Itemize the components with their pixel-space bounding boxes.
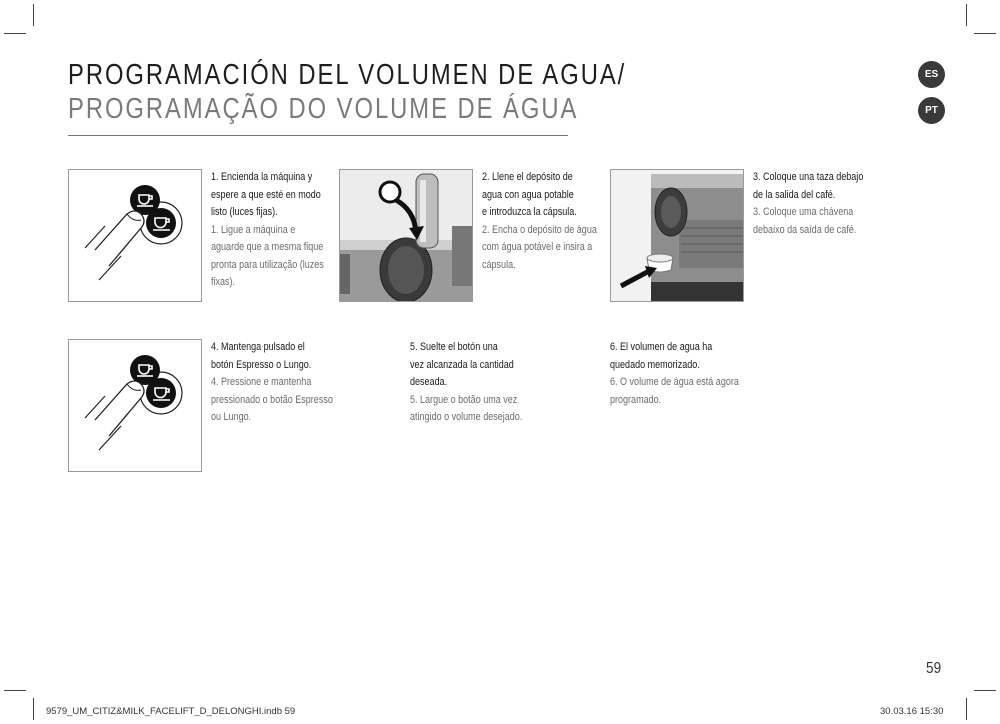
title-divider <box>68 135 568 136</box>
step-3: 3. Coloque una taza debajo de la salida del café. 3. Coloque uma chávena debaixo da saída de café. <box>753 171 864 236</box>
cup-placement-illustration <box>611 170 744 302</box>
step-5: 5. Suelte el botón una vez alcanzada la cantidad deseada. 5. Largue o botão uma vez atingido o volume desejado. <box>410 341 523 423</box>
crop-mark <box>33 4 34 26</box>
crop-mark <box>4 33 26 34</box>
step-4: 4. Mantenga pulsado el botón Espresso o Lungo. 4. Pressione e mantenha pressionado o botão Espresso ou Lungo. <box>211 341 333 423</box>
figure-cup-placement <box>610 169 744 302</box>
title-es: PROGRAMACIÓN DEL VOLUMEN DE AGUA/ <box>68 59 627 91</box>
crop-mark <box>4 690 26 691</box>
finger-press-illustration <box>69 170 202 302</box>
crop-mark <box>974 690 996 691</box>
crop-mark <box>966 4 967 26</box>
crop-mark <box>33 698 34 720</box>
finger-hold-illustration <box>69 340 202 472</box>
figure-hold-button <box>68 339 202 472</box>
page-number: 59 <box>926 660 942 677</box>
water-tank-illustration <box>340 170 473 302</box>
footer-filename: 9579_UM_CITIZ&MILK_FACELIFT_D_DELONGHI.indb 59 <box>46 706 296 717</box>
figure-water-tank <box>339 169 473 302</box>
step-2: 2. Llene el depósito de agua con agua potable e introduzca la cápsula. 2. Encha o depósito de água com água potável e insira a cápsula. <box>482 171 597 271</box>
crop-mark <box>974 33 996 34</box>
title-pt: PROGRAMAÇÃO DO VOLUME DE ÁGUA <box>68 93 579 125</box>
language-badge-es: ES <box>918 61 945 88</box>
step-6: 6. El volumen de agua ha quedado memorizado. 6. O volume de água está agora programado. <box>610 341 739 406</box>
page-title <box>68 58 626 126</box>
step-1: 1. Encienda la máquina y espere a que esté en modo listo (luces fijas). 1. Ligue a máquina e aguarde que a mesma fique pronta para utilização (luzes fixas). <box>211 171 324 288</box>
figure-press-button <box>68 169 202 302</box>
crop-mark <box>966 698 967 720</box>
language-badge-pt: PT <box>918 97 945 124</box>
footer-timestamp: 30.03.16 15:30 <box>880 706 944 717</box>
